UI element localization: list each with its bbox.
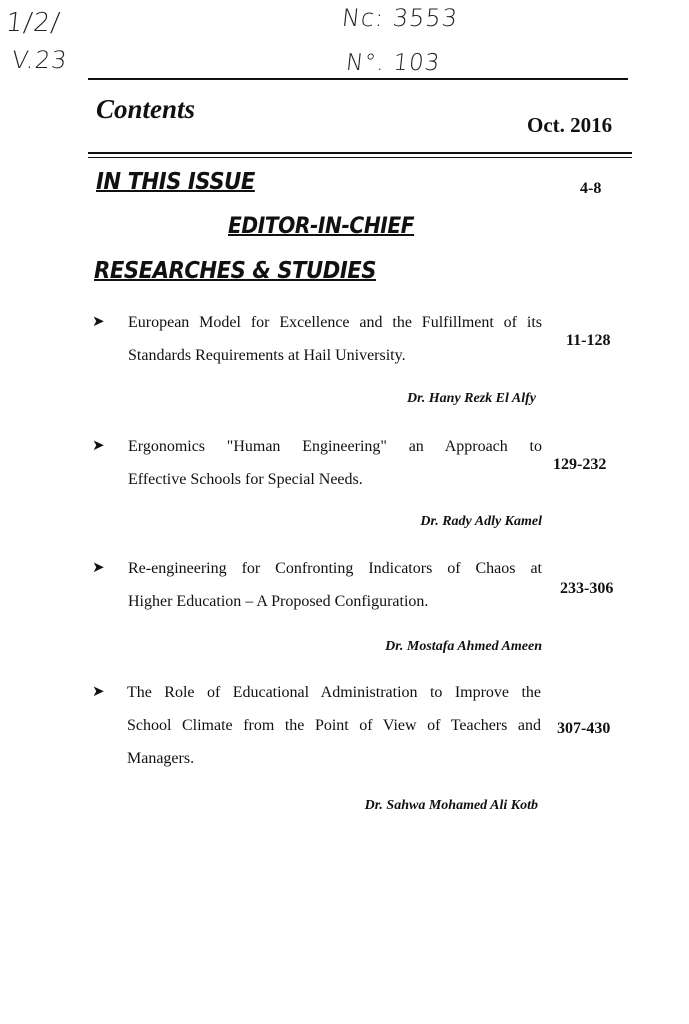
article-title-line: School Climate from the Point of View of Teachers and	[127, 717, 541, 734]
article-title-line: Higher Education – A Proposed Configuration.	[128, 593, 429, 610]
handwritten-nc-number: Nc: 3553	[340, 4, 460, 32]
article-title-line: The Role of Educational Administration to Improve the	[127, 684, 541, 701]
article-title-line: European Model for Excellence and the Fulfillment of its	[128, 314, 542, 331]
article-title-line: Standards Requirements at Hail University.	[128, 347, 406, 364]
section-editor-in-chief: EDITOR-IN-CHIEF	[228, 214, 415, 239]
article-author: Dr. Mostafa Ahmed Ameen	[385, 639, 542, 654]
article-title-line: Ergonomics "Human Engineering" an Approach to	[128, 438, 542, 455]
article-title	[128, 430, 542, 496]
article-pages: 307-430	[557, 720, 611, 737]
bullet-arrow-icon: ➤	[92, 438, 105, 454]
article-pages: 11-128	[566, 332, 611, 349]
section-researches-studies: RESEARCHES & STUDIES	[94, 258, 377, 284]
article-author: Dr. Rady Adly Kamel	[420, 514, 542, 529]
article-pages: 129-232	[553, 456, 607, 473]
header-rule-thick	[88, 152, 632, 154]
header-rule-thin	[88, 157, 632, 158]
page-title: Contents	[96, 94, 196, 124]
article-title	[127, 676, 541, 775]
article-title-line: Managers.	[127, 750, 195, 767]
article-title	[128, 306, 542, 372]
handwritten-volume-top: 1/2/	[4, 8, 63, 38]
handwritten-issue-number: N°. 103	[344, 50, 442, 76]
article-pages: 233-306	[560, 580, 614, 597]
bullet-arrow-icon: ➤	[92, 560, 105, 576]
top-rule	[88, 78, 628, 80]
article-title-line: Effective Schools for Special Needs.	[128, 471, 363, 488]
bullet-arrow-icon: ➤	[92, 314, 105, 330]
article-title-line: Re-engineering for Confronting Indicators of Chaos at	[128, 560, 542, 577]
section-in-this-issue: IN THIS ISSUE	[96, 169, 255, 195]
article-title	[128, 552, 542, 618]
article-author: Dr. Sahwa Mohamed Ali Kotb	[364, 798, 538, 813]
article-author: Dr. Hany Rezk El Alfy	[407, 391, 536, 406]
in-this-issue-pages: 4-8	[580, 180, 602, 197]
handwritten-volume-bottom: V.23	[10, 46, 69, 74]
bullet-arrow-icon: ➤	[92, 684, 105, 700]
issue-date: Oct. 2016	[527, 113, 613, 137]
